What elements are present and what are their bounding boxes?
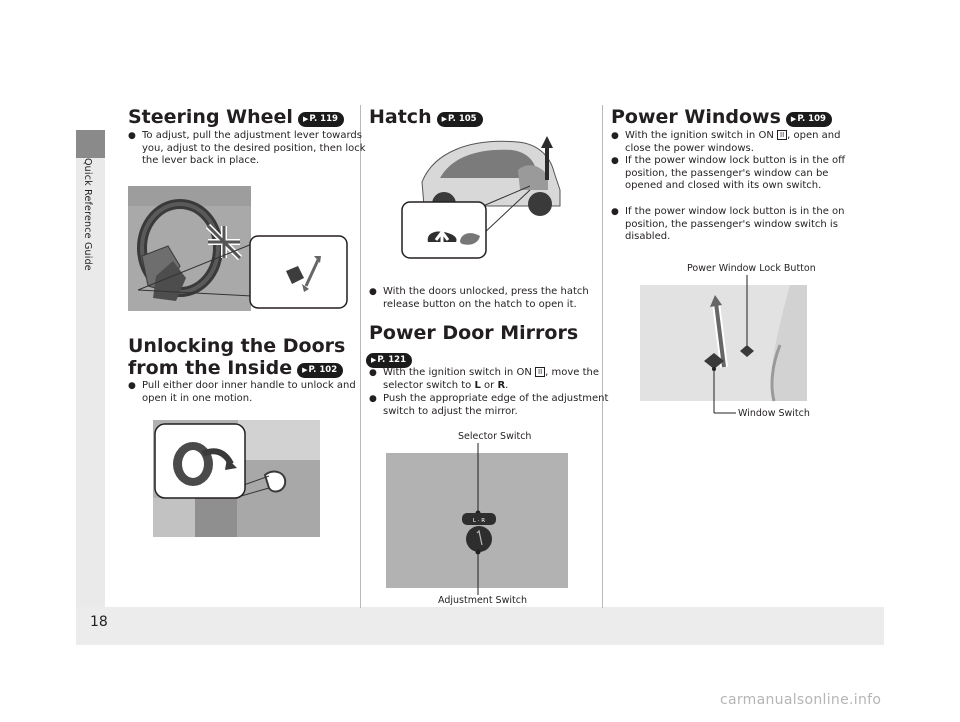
- door-handle-illustration: [153, 420, 321, 538]
- windows-heading: Power Windows ▶P. 109: [611, 106, 832, 128]
- mirrors-bullet-2: ● Push the appropriate edge of the adjustment switch to adjust the mirror.: [369, 393, 611, 418]
- selector-switch-text: L · R: [472, 518, 486, 524]
- steering-bullet: ● To adjust, pull the adjustment lever towards you, adjust to the desired position, then lock the lever back in place.: [128, 130, 370, 168]
- windows-bullet-1: ● With the ignition switch in ON II , open and close the power windows.: [611, 130, 853, 155]
- sidebar-label: Quick Reference Guide: [82, 158, 93, 271]
- unlocking-ref-link[interactable]: ▶P. 102: [297, 363, 343, 378]
- window-lock-button-label: Power Window Lock Button: [687, 263, 816, 274]
- steering-wheel-illustration: [128, 186, 353, 314]
- hatch-illustration: [400, 134, 575, 264]
- mirror-switch-illustration: [386, 443, 570, 598]
- mirrors-ref-link[interactable]: ▶P. 121: [366, 353, 412, 368]
- selector-switch-label: Selector Switch: [458, 431, 532, 442]
- windows-bullet-3: ● If the power window lock button is in the on position, the passenger's window switch is disabled.: [611, 206, 853, 244]
- steering-heading: Steering Wheel ▶P. 119: [128, 106, 344, 128]
- unlocking-heading-line1: Unlocking the Doors: [128, 335, 346, 357]
- sidebar-tab: [76, 130, 105, 158]
- footer-bar: [76, 607, 884, 645]
- mirrors-bullet-1: ● With the ignition switch in ON II , move the selector switch to L or R.: [369, 367, 611, 392]
- steering-ref-link[interactable]: ▶P. 119: [298, 112, 344, 127]
- window-switch-label: Window Switch: [738, 408, 810, 419]
- mirrors-ref-wrap: [366, 349, 412, 368]
- column-divider: [360, 105, 361, 608]
- windows-bullet-2: ● If the power window lock button is in the off position, the passenger's window can be opened and closed with its own switch.: [611, 155, 853, 193]
- unlocking-heading-line2: from the Inside ▶P. 102: [128, 357, 343, 379]
- unlocking-bullet: ● Pull either door inner handle to unlock and open it in one motion.: [128, 380, 370, 405]
- adjustment-switch-label: Adjustment Switch: [438, 595, 527, 606]
- watermark: carmanualsonline.info: [720, 692, 882, 708]
- windows-ref-link[interactable]: ▶P. 109: [786, 112, 832, 127]
- hatch-heading: Hatch ▶P. 105: [369, 106, 483, 128]
- power-window-illustration: [640, 275, 810, 425]
- mirrors-heading: Power Door Mirrors: [369, 322, 579, 344]
- column-divider: [602, 105, 603, 608]
- hatch-ref-link[interactable]: ▶P. 105: [437, 112, 483, 127]
- page-number: 18: [90, 614, 108, 630]
- hatch-bullet: ● With the doors unlocked, press the hatch release button on the hatch to open it.: [369, 286, 611, 311]
